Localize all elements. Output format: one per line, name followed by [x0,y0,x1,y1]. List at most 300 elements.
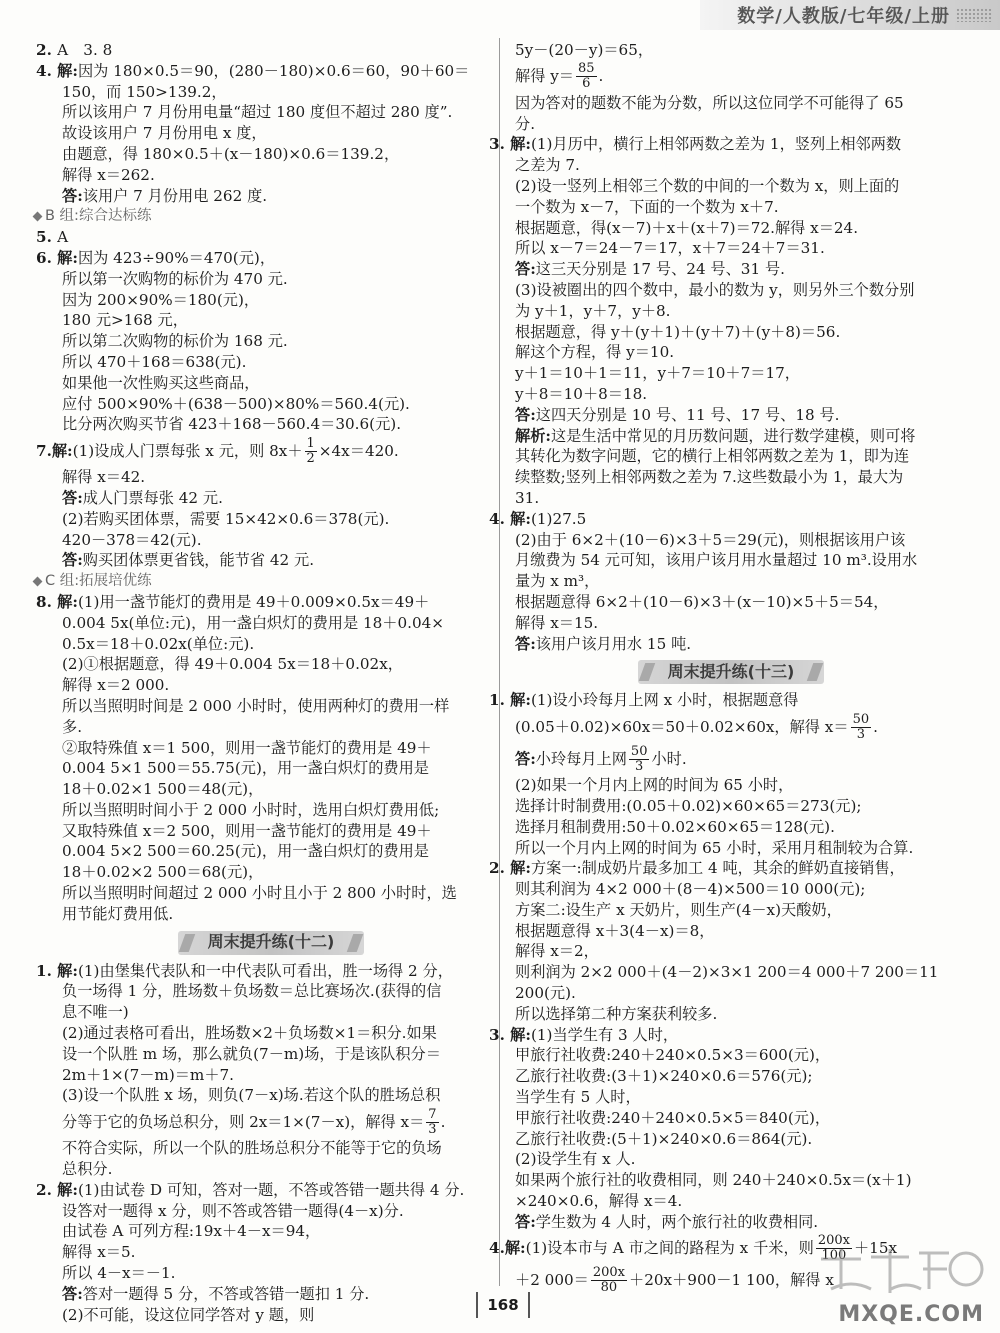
answer-line [62,654,480,675]
answer-line [36,592,480,613]
answer-line [515,550,947,571]
answer-line [62,102,480,123]
section-banner [515,660,947,684]
answer-keyword: 解析: [515,426,551,445]
answer-line [62,634,480,655]
answer-line [62,352,480,373]
fraction-denominator: 3 [428,1121,437,1137]
answer-line [62,373,480,394]
answer-text: 因为 180×0.5＝90，(280－180)×0.6＝60，90＋60＝ [77,61,470,80]
answer-line [62,1221,480,1242]
answer-text: 多. [62,717,83,736]
fraction-numerator: 50 [852,711,870,727]
answer-text: 所以 470＋168＝638(元). [62,352,247,371]
answer-text: (2)设一竖列上相邻三个数的中间的一个数为 x，则上面的 [515,176,900,195]
answer-text: 总积分. [62,1160,113,1179]
answer-line [62,779,480,800]
answer-line [62,758,480,779]
answer-text: (1)当学生有 3 人时， [530,1025,679,1044]
answer-line [62,331,480,352]
answer-text: 由试卷 A 可列方程:19x＋4－x＝94， [62,1222,321,1241]
fraction-denominator: 3 [635,758,644,774]
answer-line [62,82,480,103]
answer-text: (1)月历中，横行上相邻两数之差为 1，竖列上相邻两数 [530,135,902,154]
section-banner-title: 周末提升练(十二) [178,931,365,955]
answer-keyword: 解: [51,441,73,460]
answer-line [515,467,947,488]
answer-text: 因为 200×90%＝180(元)， [62,290,260,309]
question-number: 2. [36,1180,58,1199]
answer-line [515,817,947,838]
answer-keyword: 解: [57,961,78,980]
answer-keyword: 答: [515,260,536,279]
answer-text: 方案一:制成奶片最多加工 4 吨，其余的鲜奶直接销售， [530,859,905,878]
answer-text: (2)①根据题意，得 49＋0.004 5x＝18＋0.02x， [62,655,403,674]
answer-text: (1)设成人门票每张 x 元，则 8x＋ [72,441,303,460]
answer-line [36,40,480,61]
answer-keyword: 答: [515,1212,536,1231]
answer-text: 购买团体票更省钱，能节省 42 元. [82,551,315,570]
answer-line [62,310,480,331]
diamond-icon [33,576,43,586]
answer-line [62,1044,480,1065]
answer-line [62,1201,480,1222]
answer-text: 答对一题得 5 分，不答或答错一题扣 1 分. [82,1284,370,1303]
answer-text: 18＋0.02×2 500＝68(元)， [62,863,264,882]
answer-line [489,858,947,879]
answer-text: 月缴费为 54 元可知，该用户该月用水量超过 10 m³.设用水 [515,551,918,570]
answer-text: 学生数为 4 人时，两个旅行社的收费相同. [535,1212,819,1231]
answer-line [515,1045,947,1066]
question-number: 8. [36,592,58,611]
answer-text: 则利润为 2×2 000＋(4－2)×3×1 200＝4 000＋7 200＝11 [515,963,939,982]
answer-line [62,269,480,290]
answer-line [62,1263,480,1284]
fraction-denominator: 80 [600,1280,618,1296]
fraction [591,1266,627,1295]
answer-text: 应付 500×90%＋(638－500)×80%＝560.4(元). [62,394,410,413]
answer-text: 又取特殊值 x＝2 500，则用一盏节能灯的费用是 49＋ [62,821,432,840]
left-column [36,40,480,1325]
answer-line [515,900,947,921]
answer-text: (1)设小玲每月上网 x 小时，根据题意得 [530,691,799,710]
answer-text: 之差为 7. [515,156,580,175]
answer-line [515,426,947,447]
answer-line [515,155,947,176]
answer-line [62,981,480,1002]
answer-keyword: 解: [57,592,78,611]
group-heading [34,571,480,592]
answer-line [515,592,947,613]
answer-line [515,61,947,93]
fraction [305,437,317,466]
answer-text: (2)若购买团体票，需要 15×42×0.6＝378(元). [62,509,390,528]
answer-text: 乙旅行社收费:(5＋1)×240×0.6＝864(元). [515,1129,813,1148]
answer-line [62,800,480,821]
answer-line [36,248,480,269]
question-number: 2. [36,41,58,59]
answer-line [62,738,480,759]
answer-text: 解得 x＝262. [62,165,155,184]
answer-text: (1)27.5 [530,509,587,528]
answer-line [515,322,947,343]
answer-line [62,862,480,883]
answer-text: (1)用一盏节能灯的费用是 49＋0.009×0.5x＝49＋ [77,592,430,611]
answer-line [515,962,947,983]
section-banner [62,931,480,955]
answer-text: 150，而 150>139.2， [62,82,227,101]
answer-line [62,904,480,925]
answer-line [515,879,947,900]
answer-line [62,530,480,551]
answer-text: 解这个方程，得 y＝10. [515,343,675,362]
fraction-denominator: 6 [582,76,591,92]
answer-text: 息不唯一) [62,1003,129,1022]
answer-line [515,1066,947,1087]
answer-line [515,363,947,384]
answer-text: 所以当照明时间超过 2 000 小时且小于 2 800 小时时，选 [62,884,457,903]
answer-text: 根据题意得 x＋3(4－x)＝8， [515,921,715,940]
answer-line [515,488,947,509]
question-number: 3. [489,135,511,154]
fraction [629,745,650,774]
answer-line [515,1108,947,1129]
answer-text: 设答对一题得 x 分，则不答或答错一题得(4－x)分. [62,1201,404,1220]
answer-line [515,405,947,426]
answer-text: 解得 x＝42. [62,468,146,487]
answer-text: 解得 x＝5. [62,1243,136,1262]
answer-text: (1)由试卷 D 可知，答对一题，不答或答错一题共得 4 分. [77,1180,465,1199]
answer-text: 0.004 5×1 500＝55.75(元)，用一盏白炽灯的费用是 [62,759,429,778]
answer-line [515,1129,947,1150]
answer-text: ×240×0.6，解得 x＝4. [515,1192,683,1211]
question-number: 4. [36,61,58,80]
answer-line [515,1149,947,1170]
fraction-numerator: 200x [817,1233,850,1249]
answer-text: 其转化为数字问题，它的横行上相邻两数之差为 1，即为连 [515,447,910,466]
section-banner-title: 周末提升练(十三) [638,660,825,684]
answer-text: 因为答对的题数不能为分数，所以这位同学不可能得了 65 [515,93,904,112]
answer-text: (2)由于 6×2＋(10－6)×3＋5＝29(元)，则根据该用户该 [515,530,906,549]
answer-text: (2)通过表格可看出，胜场数×2＋负场数×1＝积分.如果 [62,1024,437,1043]
answer-line [515,384,947,405]
answer-text: 180 元>168 元， [62,311,188,330]
answer-line [62,165,480,186]
answer-line [489,509,947,530]
fraction-numerator: 85 [577,61,595,77]
answer-text: 一个数为 x－7，下面的一个数为 x＋7. [515,197,779,216]
question-number: 7. [36,441,52,460]
answer-line [515,342,947,363]
answer-line [62,1242,480,1263]
fraction-numerator: 50 [630,743,648,759]
question-number: 5. [36,228,58,247]
watermark-domain: MXQE.COM [838,1302,984,1327]
answer-text: 该用户该月用水 15 吨. [535,634,692,653]
answer-text: 比分两次购买节省 423＋168－560.4＝30.6(元). [62,415,402,434]
answer-line [515,1170,947,1191]
answer-line [62,1023,480,1044]
answer-line [515,613,947,634]
header-dot-pattern [956,8,992,22]
answer-line [62,841,480,862]
answer-text: 这是生活中常见的月历数问题，进行数学建模，则可将 [550,426,916,445]
answer-text: A 3. 8 [57,41,113,59]
answer-line [515,921,947,942]
answer-line [515,530,947,551]
answer-line [62,613,480,634]
answer-line [515,775,947,796]
answer-line [489,1025,947,1046]
answer-text: 用节能灯费用低. [62,904,174,923]
answer-line [515,1191,947,1212]
answer-keyword: 解: [57,248,78,267]
answer-line [515,280,947,301]
answer-text-tail: 小时. [651,749,687,768]
answer-text: 量为 x m³， [515,572,600,591]
answer-line [62,1159,480,1180]
answer-text: 因为 423÷90%＝470(元)， [77,248,276,267]
answer-text: 根据题意，得 y＋(y＋1)＋(y＋7)＋(y＋8)＝56. [515,322,841,341]
answer-text: 0.004 5x(单位:元)，用一盏白炽灯的费用是 18＋0.04× [62,613,445,632]
answer-text: 根据题意，得(x－7)＋x＋(x＋7)＝72.解得 x＝24. [515,218,859,237]
answer-text-tail: . [598,67,604,86]
answer-text: 乙旅行社收费:(3＋1)×240×0.6＝576(元); [515,1067,813,1086]
fraction-denominator: 100 [821,1248,847,1264]
answer-text: 所以 4－x＝－1. [62,1264,176,1283]
answer-text: 18＋0.02×1 500＝48(元)， [62,780,264,799]
answer-line [515,218,947,239]
answer-text: 所以当照明时间小于 2 000 小时时，选用白炽灯费用低; [62,800,440,819]
question-number: 3. [489,1025,511,1044]
answer-keyword: 解: [510,1025,531,1044]
answer-keyword: 解: [510,859,531,878]
answer-keyword: 答: [515,634,536,653]
answer-text: 当学生有 5 人时， [515,1088,641,1107]
answer-text: 分等于它的负场总积分，则 2x＝1×(7－x)，解得 x＝ [62,1112,425,1131]
answer-text: 负一场得 1 分，胜场数＋负场数＝总比赛场次.(获得的信 [62,982,442,1001]
answer-keyword: 解: [57,1180,78,1199]
answer-text: 故设该用户 7 月份用电 x 度， [62,124,267,143]
answer-text: A [57,228,69,247]
fraction [426,1108,438,1137]
answer-line [62,717,480,738]
answer-line [515,1212,947,1233]
answer-line [515,40,947,61]
answer-line [36,61,480,82]
answer-text: 这三天分别是 17 号、24 号、31 号. [535,260,785,279]
answer-keyword: 答: [62,551,83,570]
answer-line [62,123,480,144]
question-number: 4. [489,509,511,528]
answer-text: 设一个队胜 m 场，那么就负(7－m)场，于是该队积分＝ [62,1044,441,1063]
answer-line [62,394,480,415]
answer-text: 31. [515,488,540,507]
answer-keyword: 答: [62,186,83,205]
answer-text: (3)设被圈出的四个数中，最小的数为 y，则另外三个数分别 [515,280,915,299]
answer-text: 小玲每月上网 [535,749,627,768]
answer-text: 所以当照明时间是 2 000 小时时，使用两种灯的费用一样 [62,696,450,715]
answer-line [515,197,947,218]
answer-keyword: 解: [504,1239,526,1258]
answer-text: 这四天分别是 10 号、11 号、17 号、18 号. [535,405,840,424]
answer-line [515,983,947,1004]
answer-line [62,550,480,571]
question-number: 1. [36,961,58,980]
group-heading-text: B 组:综合达标练 [45,208,152,225]
column-divider [499,38,500,1286]
answer-line [515,301,947,322]
answer-text: 选择计时制费用:(0.05＋0.02)×60×65＝273(元); [515,796,862,815]
page-number: 168 [476,1292,530,1318]
answer-line [515,838,947,859]
question-number: 6. [36,248,58,267]
answer-text: 如果他一次性购买这些商品， [62,373,260,392]
answer-text: ②取特殊值 x＝1 500，则用一盏节能灯的费用是 49＋ [62,738,432,757]
answer-text: 根据题意得 6×2＋(10－6)×3＋(x－10)×5＋5＝54， [515,592,889,611]
fraction-numerator: 200x [592,1265,626,1281]
answer-text: 由题意，得 180×0.5＋(x－180)×0.6＝139.2， [62,144,400,163]
answer-line [62,186,480,207]
answer-line [62,1065,480,1086]
answer-text: 解得 y＝ [515,67,574,86]
answer-text-tail: ＋20x＋900－1 100，解得 x [629,1271,834,1290]
answer-line [515,1087,947,1108]
answer-line [515,114,947,135]
answer-line [62,414,480,435]
answer-text: (2)如果一个月内上网的时间为 65 小时， [515,776,794,795]
answer-line [489,690,947,711]
answer-text: 0.5x＝18＋0.02x(单位:元). [62,634,255,653]
answer-keyword: 解: [510,691,531,710]
answer-text: 甲旅行社收费:240＋240×0.5×5＝840(元)， [515,1108,831,1127]
answer-text: 分. [515,114,536,133]
answer-line [515,634,947,655]
answer-line [515,711,947,743]
right-column [489,40,947,1297]
answer-line [62,1138,480,1159]
answer-line [515,93,947,114]
answer-line [62,675,480,696]
answer-line [62,509,480,530]
answer-line [62,1106,480,1138]
answer-text: 方案二:设生产 x 天奶片，则生产(4－x)天酸奶， [515,900,842,919]
answer-keyword: 答: [62,1284,83,1303]
answer-line [62,696,480,717]
answer-line [62,467,480,488]
answer-text: 5y－(20－y)＝65， [515,41,654,59]
answer-text-tail: . [440,1112,446,1131]
answer-text: 续整数;竖列上相邻两数之差为 7.这些数最小为 1，最大为 [515,468,904,487]
answer-line [36,961,480,982]
diamond-icon [33,211,43,221]
answer-line [62,1284,480,1305]
answer-text: 2m＋1×(7－m)＝m＋7. [62,1065,235,1084]
answer-text: ＋2 000＝ [515,1271,589,1290]
answer-text: 200(元). [515,984,576,1003]
answer-text: y＋8＝10＋8＝18. [515,384,648,403]
answer-line [515,238,947,259]
fraction-denominator: 3 [856,726,865,742]
answer-text: 解得 x＝2 000. [62,676,170,695]
answer-text: 所以选择第二种方案获利较多. [515,1004,718,1023]
answer-line [36,227,480,248]
answer-text: (1)由堡集代表队和一中代表队可看出，胜一场得 2 分， [77,961,453,980]
answer-text: 该用户 7 月份用电 262 度. [82,186,268,205]
answer-keyword: 答: [515,405,536,424]
answer-text: 为 y＋1，y＋7，y＋8. [515,301,671,320]
answer-line [62,1305,480,1326]
page-header [700,0,1000,30]
answer-text: 则其利润为 4×2 000＋(8－4)×500＝10 000(元); [515,880,866,899]
answer-line [515,571,947,592]
answer-line [515,259,947,280]
answer-text: 甲旅行社收费:240＋240×0.5×3＝600(元)， [515,1046,831,1065]
answer-line [515,796,947,817]
answer-line [62,1085,480,1106]
answer-keyword: 解: [510,135,531,154]
answer-keyword: 解: [57,61,78,80]
fraction [576,62,597,91]
header-title: 数学/人教版/七年级/上册 [737,6,950,27]
answer-text: (2)设学生有 x 人. [515,1150,636,1169]
answer-text: 所以第一次购物的标价为 470 元. [62,269,288,288]
answer-text: 成人门票每张 42 元. [82,488,223,507]
answer-line [62,290,480,311]
answer-text-tail: ×4x＝420. [318,441,399,460]
answer-text-tail: . [873,717,878,736]
answer-text-tail: ＋15x [853,1239,898,1258]
answer-text: 如果两个旅行社的收费相同，则 240＋240×0.5x＝(x＋1) [515,1171,912,1190]
answer-line [515,1004,947,1025]
answer-text: 所以该用户 7 月份用电量“超过 180 度但不超过 280 度”. [62,103,453,122]
answer-text: 0.004 5×2 500＝60.25(元)，用一盏白炽灯的费用是 [62,842,429,861]
question-number: 4. [489,1239,505,1258]
answer-text: 420－378＝42(元). [62,530,202,549]
answer-keyword: 答: [515,749,536,768]
answer-text: (0.05＋0.02)×60x＝50＋0.02×60x，解得 x＝ [515,717,849,736]
answer-line [62,883,480,904]
answer-text: 所以第二次购物的标价为 168 元. [62,332,288,351]
answer-text: (1)设本市与 A 市之间的路程为 x 千米，则 [525,1239,814,1258]
answer-line [62,488,480,509]
answer-line [515,743,947,775]
answer-text: 不符合实际，所以一个队的胜场总积分不能等于它的负场 [62,1139,442,1158]
answer-line [515,941,947,962]
answer-line [515,446,947,467]
answer-keyword: 答: [62,488,83,507]
group-heading [34,206,480,227]
answer-text: 所以一个月内上网的时间为 65 小时，采用月租制较为合算. [515,838,914,857]
answer-line [62,144,480,165]
fraction-numerator: 1 [306,435,315,451]
answer-line [515,176,947,197]
answer-text: (2)不可能，设这位同学答对 y 题，则 [62,1305,315,1324]
answer-line [36,1180,480,1201]
group-heading-text: C 组:拓展培优练 [45,573,152,590]
question-number: 2. [489,859,511,878]
answer-text: y＋1＝10＋1＝11，y＋7＝10＋7＝17， [515,364,800,383]
fraction-numerator: 7 [428,1106,437,1122]
answer-text: 选择月租制费用:50＋0.02×60×65＝128(元). [515,817,835,836]
answer-line [62,821,480,842]
answer-text: 解得 x＝2， [515,942,599,961]
answer-line [62,1002,480,1023]
answer-text: (3)设一个队胜 x 场，则负(7－x)场.若这个队的胜场总积 [62,1086,441,1105]
fraction-denominator: 2 [306,450,315,466]
fraction [851,713,872,742]
answer-text: 所以 x－7＝24－7＝17，x＋7＝24＋7＝31. [515,239,825,258]
